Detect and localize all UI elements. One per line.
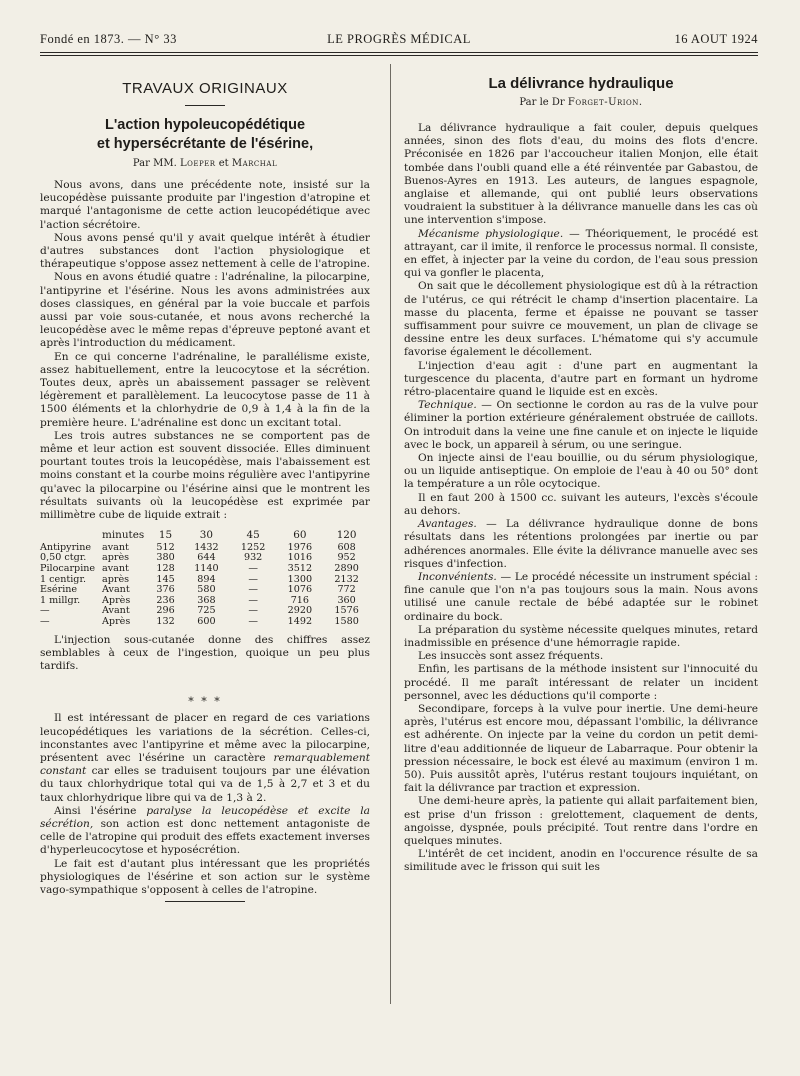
table-cell: 1140: [194, 563, 219, 575]
emphasis: paralyse la leucopédèse et excite la sécrétion,: [40, 804, 370, 831]
table-header-cell: 15: [158, 529, 173, 542]
header-date: 16 AOUT 1924: [674, 32, 758, 46]
byline-prefix: Par MM.: [132, 158, 177, 169]
table-cell: 296: [156, 605, 175, 617]
table-header-cell: 45: [246, 529, 260, 542]
table-cell: 512: [156, 541, 175, 553]
row-phase: Avant: [102, 584, 130, 596]
paragraph: Ainsi l'ésérine paralyse la leucopédèse et excite la sécrétion, son action est donc nettement antagoniste de celle de l'atropine qui produit des effets exactement inverses d'hyperleucocytose et hyposécrétion.: [40, 804, 370, 857]
table-cell: 1432: [194, 541, 219, 553]
table-cell: 145: [156, 573, 175, 585]
table-cell: 360: [337, 594, 356, 606]
author-loeper: Loeper: [179, 158, 216, 169]
table-cell: 1300: [287, 573, 313, 585]
author-marchal: Marchal: [231, 158, 278, 169]
table-header-minutes: minutes: [102, 529, 145, 542]
emphasis: Technique.: [418, 399, 477, 412]
table-row: [40, 617, 370, 628]
paragraph: Secondipare, forceps à la vulve pour inertie. Une demi-heure après, l'utérus est encore mou, dépassant l'ombilic, la délivrance est adhérente. On injecte par la veine du cordon un petit demi-litre d'eau additionnée de liqueur de Labarraque. Pour obtenir la pression nécessaire, le bock est élevé au maximum (environ 1 m. 50). Puis aussitôt après, l'utérus restant toujours inquiétant, on fait la délivrance par traction et expression.: [404, 702, 758, 795]
byline-and: et: [218, 158, 229, 169]
header-rule-top: [40, 52, 758, 53]
row-label: Pilocarpine: [40, 563, 96, 575]
table-header-cell: 60: [293, 529, 307, 542]
paragraph: Les trois autres substances ne se comportent pas de même et leur action est souvent dissociée. Elles diminuent pourtant toutes trois la leucopédèse, mais l'abaissement est moins constant et la courbe moins régulière avec l'antipyrine qu'avec la pilocarpine ou l'ésérine ainsi que le montrent les résultats suivants où la leucopédèse est exprimée par millimètre cube de liquide extrait :: [40, 429, 370, 522]
row-label: Antipyrine: [40, 541, 92, 553]
article-byline: [404, 97, 758, 108]
row-label: —: [40, 616, 50, 628]
article-title: La délivrance hydraulique: [488, 75, 674, 92]
paragraph: La délivrance hydraulique a fait couler, depuis quelques années, sinon des flots d'eau, du moins des flots d'encre. Préconisée en 1826 par l'accoucheur italien Monjon, elle était tombée dans l'oubli quand elle a été réinventée par Gabastou, de Buenos-Ayres en 1913. Les auteurs, de langues espagnole, anglaise et allemande, qui ont publié leurs observations voudraient la substituer à la délivrance manuelle dans les cas où une intervention s'impose.: [404, 122, 758, 227]
article-body: [40, 179, 370, 897]
table-cell: 1252: [240, 541, 266, 553]
paragraph: Le fait est d'autant plus intéressant que les propriétés physiologiques de l'ésérine et son action sur le système vago-sympathique s'opposent à celles de l'atropine.: [40, 857, 370, 897]
table-cell: —: [248, 584, 258, 596]
paragraph: Une demi-heure après, la patiente qui allait parfaitement bien, est prise d'un frisson : grelottement, claquement de dents, angoisse, dyspnée, pouls précipité. Tout rentre dans l'ordre en quelques minutes.: [404, 795, 758, 847]
table-cell: 1580: [334, 616, 359, 628]
table-cell: 132: [156, 616, 175, 628]
paragraph: Inconvénients. — Le procédé nécessite un instrument spécial : fine canule que l'on n'a pas toujours sous la main. Nous avons utilisé une canule rectale de bébé adaptée sur le robinet ordinaire du bock.: [404, 570, 758, 623]
header-founding-issue: Fondé en 1873. — N° 33: [40, 32, 177, 46]
row-phase: Après: [102, 616, 131, 628]
table-cell: 1076: [287, 584, 313, 596]
table-header-cell: 120: [336, 529, 357, 542]
row-label: 1 millgr.: [40, 594, 81, 606]
table-cell: 368: [197, 594, 216, 606]
table-cell: 600: [197, 616, 216, 628]
header-rule-bottom: [40, 55, 758, 56]
table-cell: 1976: [287, 541, 313, 553]
table-header-row: [40, 530, 370, 543]
row-phase: Après: [102, 594, 131, 606]
emphasis: Avantages.: [418, 518, 477, 531]
table-cell: 2920: [287, 605, 313, 617]
table-cell: 772: [337, 584, 356, 596]
table-cell: 3512: [287, 563, 313, 575]
table-cell: 236: [156, 594, 175, 606]
paragraph: Mécanisme physiologique. — Théoriquement, le procédé est attrayant, car il imite, il renforce le processus normal. Il consiste, en effet, à injecter par la veine du cordon, de l'eau sous pression qui va gonfler le placenta,: [404, 227, 758, 280]
table-cell: 2132: [334, 573, 359, 585]
running-header: [40, 30, 758, 50]
row-label: 0,50 ctgr.: [40, 552, 87, 564]
table-cell: 1576: [334, 605, 359, 617]
paragraph: Il est intéressant de placer en regard de ces variations leucopédétiques les variations de la sécrétion. Celles-ci, inconstantes avec l'antipyrine et même avec la pilocarpine, présentent avec l'ésérine un caractère remarquablement constant car elles se traduisent toujours par une élévation du taux chlorhydrique total qui va de 1,5 à 2,7 et 3 et du taux chlorhydrique libre qui va de 1,3 à 2.: [40, 712, 370, 804]
table-cell: 644: [197, 552, 216, 564]
emphasis: Inconvénients.: [418, 570, 497, 583]
section-title: TRAVAUX ORIGINAUX: [122, 80, 288, 97]
paragraph: Nous avons, dans une précédente note, insisté sur la leucopédèse puissante produite par l'ingestion d'atropine et marqué l'antagonisme de cette action leucopédétique avec l'action sécrétoire.: [40, 179, 370, 231]
table-cell: 952: [337, 552, 356, 564]
table-cell: —: [248, 563, 258, 575]
table-cell: 1492: [287, 616, 313, 628]
table-cell: 580: [197, 584, 216, 596]
paragraph: Nous en avons étudié quatre : l'adrénaline, la pilocarpine, l'antipyrine et l'ésérine. Nous les avons administrées aux doses classiques, en général par la voie buccale et parfois aussi par voie sous-cutanée, et nous avons recherché la leucopédèse avec le même repas d'épreuve peptoné avant et après l'introduction du médicament.: [40, 271, 370, 350]
section-rule: [185, 105, 225, 106]
paragraph: La préparation du système nécessite quelques minutes, retard inadmissible en présence d'une hémorragie rapide.: [404, 623, 758, 649]
row-phase: avant: [102, 563, 129, 575]
row-phase: après: [102, 552, 130, 564]
table-cell: —: [248, 573, 258, 585]
table-cell: 1016: [287, 552, 313, 564]
article-title: [40, 116, 370, 154]
paragraph: Il en faut 200 à 1500 cc. suivant les auteurs, l'excès s'écoule au dehors.: [404, 491, 758, 517]
column-divider: [390, 64, 391, 1004]
table-cell: 894: [197, 573, 216, 585]
table-cell: —: [248, 616, 258, 628]
paragraph: Avantages. — La délivrance hydraulique donne de bons résultats dans les rétentions prolongées par inertie ou par adhérences anormales. Elle évite la délivrance manuelle avec ses risques d'infection.: [404, 518, 758, 570]
paragraph: Les insuccès sont assez fréquents.: [418, 650, 604, 663]
article-body: [404, 122, 758, 875]
table-cell: 716: [290, 594, 310, 606]
row-label: —: [40, 605, 50, 617]
table-cell: 932: [243, 552, 263, 564]
paragraph: Enfin, les partisans de la méthode insistent sur l'innocuité du procédé. Il me paraît intéressant de relater un incident personnel, avec les déductions qu'il comporte :: [404, 663, 758, 702]
article-title-line1: L'action hypoleucopédétique: [104, 117, 306, 133]
table-cell: —: [248, 594, 258, 606]
article-byline: [40, 158, 370, 169]
paragraph: On injecte ainsi de l'eau bouillie, ou du sérum physiologique, ou un liquide antiseptique. On emploie de l'eau à 40 ou 50° dont la température a un rôle ocytocique.: [404, 452, 758, 491]
table-cell: 128: [156, 563, 175, 575]
paragraph: L'intérêt de cet incident, anodin en l'occurence résulte de sa similitude avec le frisson qui suit les: [404, 848, 758, 874]
paragraph: L'injection d'eau agit : d'une part en augmentant la turgescence du placenta, d'autre part en formant un hydrome rétro-placentaire quand le liquide est en excès.: [404, 359, 758, 399]
table-cell: 376: [156, 584, 175, 596]
emphasis: Mécanisme physiologique.: [418, 227, 564, 240]
table-cell: 380: [156, 552, 175, 564]
left-column: [40, 64, 370, 902]
author-forget-urion: Forget-Urion.: [567, 97, 643, 108]
row-phase: avant: [102, 541, 129, 553]
right-column: [404, 64, 758, 875]
table-cell: 725: [197, 605, 216, 617]
table-cell: —: [248, 605, 258, 617]
asterism: * * *: [188, 695, 222, 709]
table-cell: 2890: [334, 563, 359, 575]
emphasis: remarquablement constant: [40, 752, 370, 778]
byline-prefix: Par le Dr: [519, 97, 565, 108]
paragraph: Technique. — On sectionne le cordon au ras de la vulve pour éliminer la portion extérieure généralement obstruée de caillots. On introduit dans la veine une fine canule et on injecte le liquide avec le bock, un appareil à sérum, ou une seringue.: [404, 399, 758, 451]
row-phase: après: [102, 573, 130, 585]
row-label: Esérine: [40, 584, 78, 596]
leucopedesis-table: [40, 530, 370, 627]
paragraph: L'injection sous-cutanée donne des chiffres assez semblables à ceux de l'ingestion, quoique un peu plus tardifs.: [40, 633, 370, 673]
table-cell: 608: [337, 541, 356, 553]
article-title-line2: et hypersécrétante de l'ésérine,: [96, 136, 314, 152]
paragraph: Nous avons pensé qu'il y avait quelque intérêt à étudier d'autres substances dont l'action physiologique et thérapeutique s'oppose assez nettement à celle de l'atropine.: [40, 231, 370, 271]
header-journal-title: LE PROGRÈS MÉDICAL: [327, 32, 471, 46]
paragraph: On sait que le décollement physiologique est dû à la rétraction de l'utérus, ce qui rétrécit le champ d'insertion placentaire. La masse du placenta, ferme et épaisse ne pouvant se tasser suffisamment pour suivre ce mouvement, un plan de clivage se dessine entre les deux surfaces. L'hématome qui s'y accumule favorise également le décollement.: [404, 280, 758, 359]
article-end-ornament: [165, 901, 245, 902]
row-phase: Avant: [102, 605, 130, 617]
row-label: 1 centigr.: [40, 573, 87, 585]
paragraph: En ce qui concerne l'adrénaline, le parallélisme existe, assez habituellement, entre la leucocytose et la sécrétion. Toutes deux, après un abaissement passager se relèvent légèrement et parallèlement. La leucocytose passe de 11 à 1500 éléments et la chlorhydrie de 0,9 à 1,4 à la fin de la première heure. L'adrénaline est donc un excitant total.: [40, 350, 370, 429]
table-header-cell: 30: [199, 529, 214, 542]
